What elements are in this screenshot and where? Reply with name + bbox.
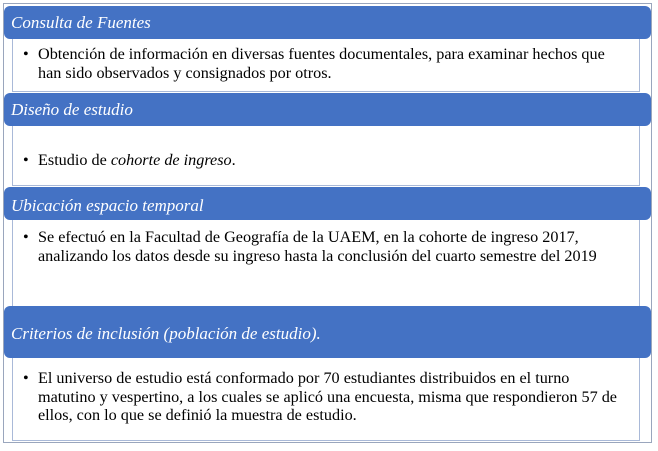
bullet-text: Estudio de cohorte de ingreso. <box>38 151 236 169</box>
section-body-consulta <box>12 38 640 92</box>
section-body-criterios <box>12 355 640 441</box>
bullet-text: Se efectuó en la Facultad de Geografía de la UAEM, en la cohorte de ingreso 2017, analizando los datos desde su ingreso hasta la conclusión del cuarto semestre del 2019 <box>38 228 597 265</box>
bullet-icon: • <box>23 228 29 246</box>
section-header-diseno: Diseño de estudio <box>4 93 651 126</box>
bullet-item <box>23 151 623 170</box>
bullet-emphasis: cohorte de ingreso <box>110 151 232 169</box>
bullet-icon: • <box>23 151 29 169</box>
bullet-icon: • <box>23 369 29 387</box>
section-header-ubicacion: Ubicación espacio temporal <box>4 187 651 220</box>
section-body-ubicacion <box>12 216 640 308</box>
bullet-text: El universo de estudio está conformado por 70 estudiantes distribuidos en el turno matutino y vespertino, a los cuales se aplicó una encuesta, misma que respondieron 57 de ellos, con lo que se definió la muestra de estudio. <box>38 369 617 424</box>
bullet-text: Obtención de información en diversas fuentes documentales, para examinar hechos que han sido observados y consignados por otros. <box>38 45 605 82</box>
bullet-item <box>23 228 623 265</box>
bullet-icon: • <box>23 45 29 63</box>
section-header-consulta: Consulta de Fuentes <box>4 6 651 39</box>
section-body-diseno <box>12 124 640 186</box>
section-header-criterios: Criterios de inclusión (población de estudio). <box>4 306 651 358</box>
bullet-item <box>23 45 623 82</box>
bullet-item <box>23 369 623 425</box>
